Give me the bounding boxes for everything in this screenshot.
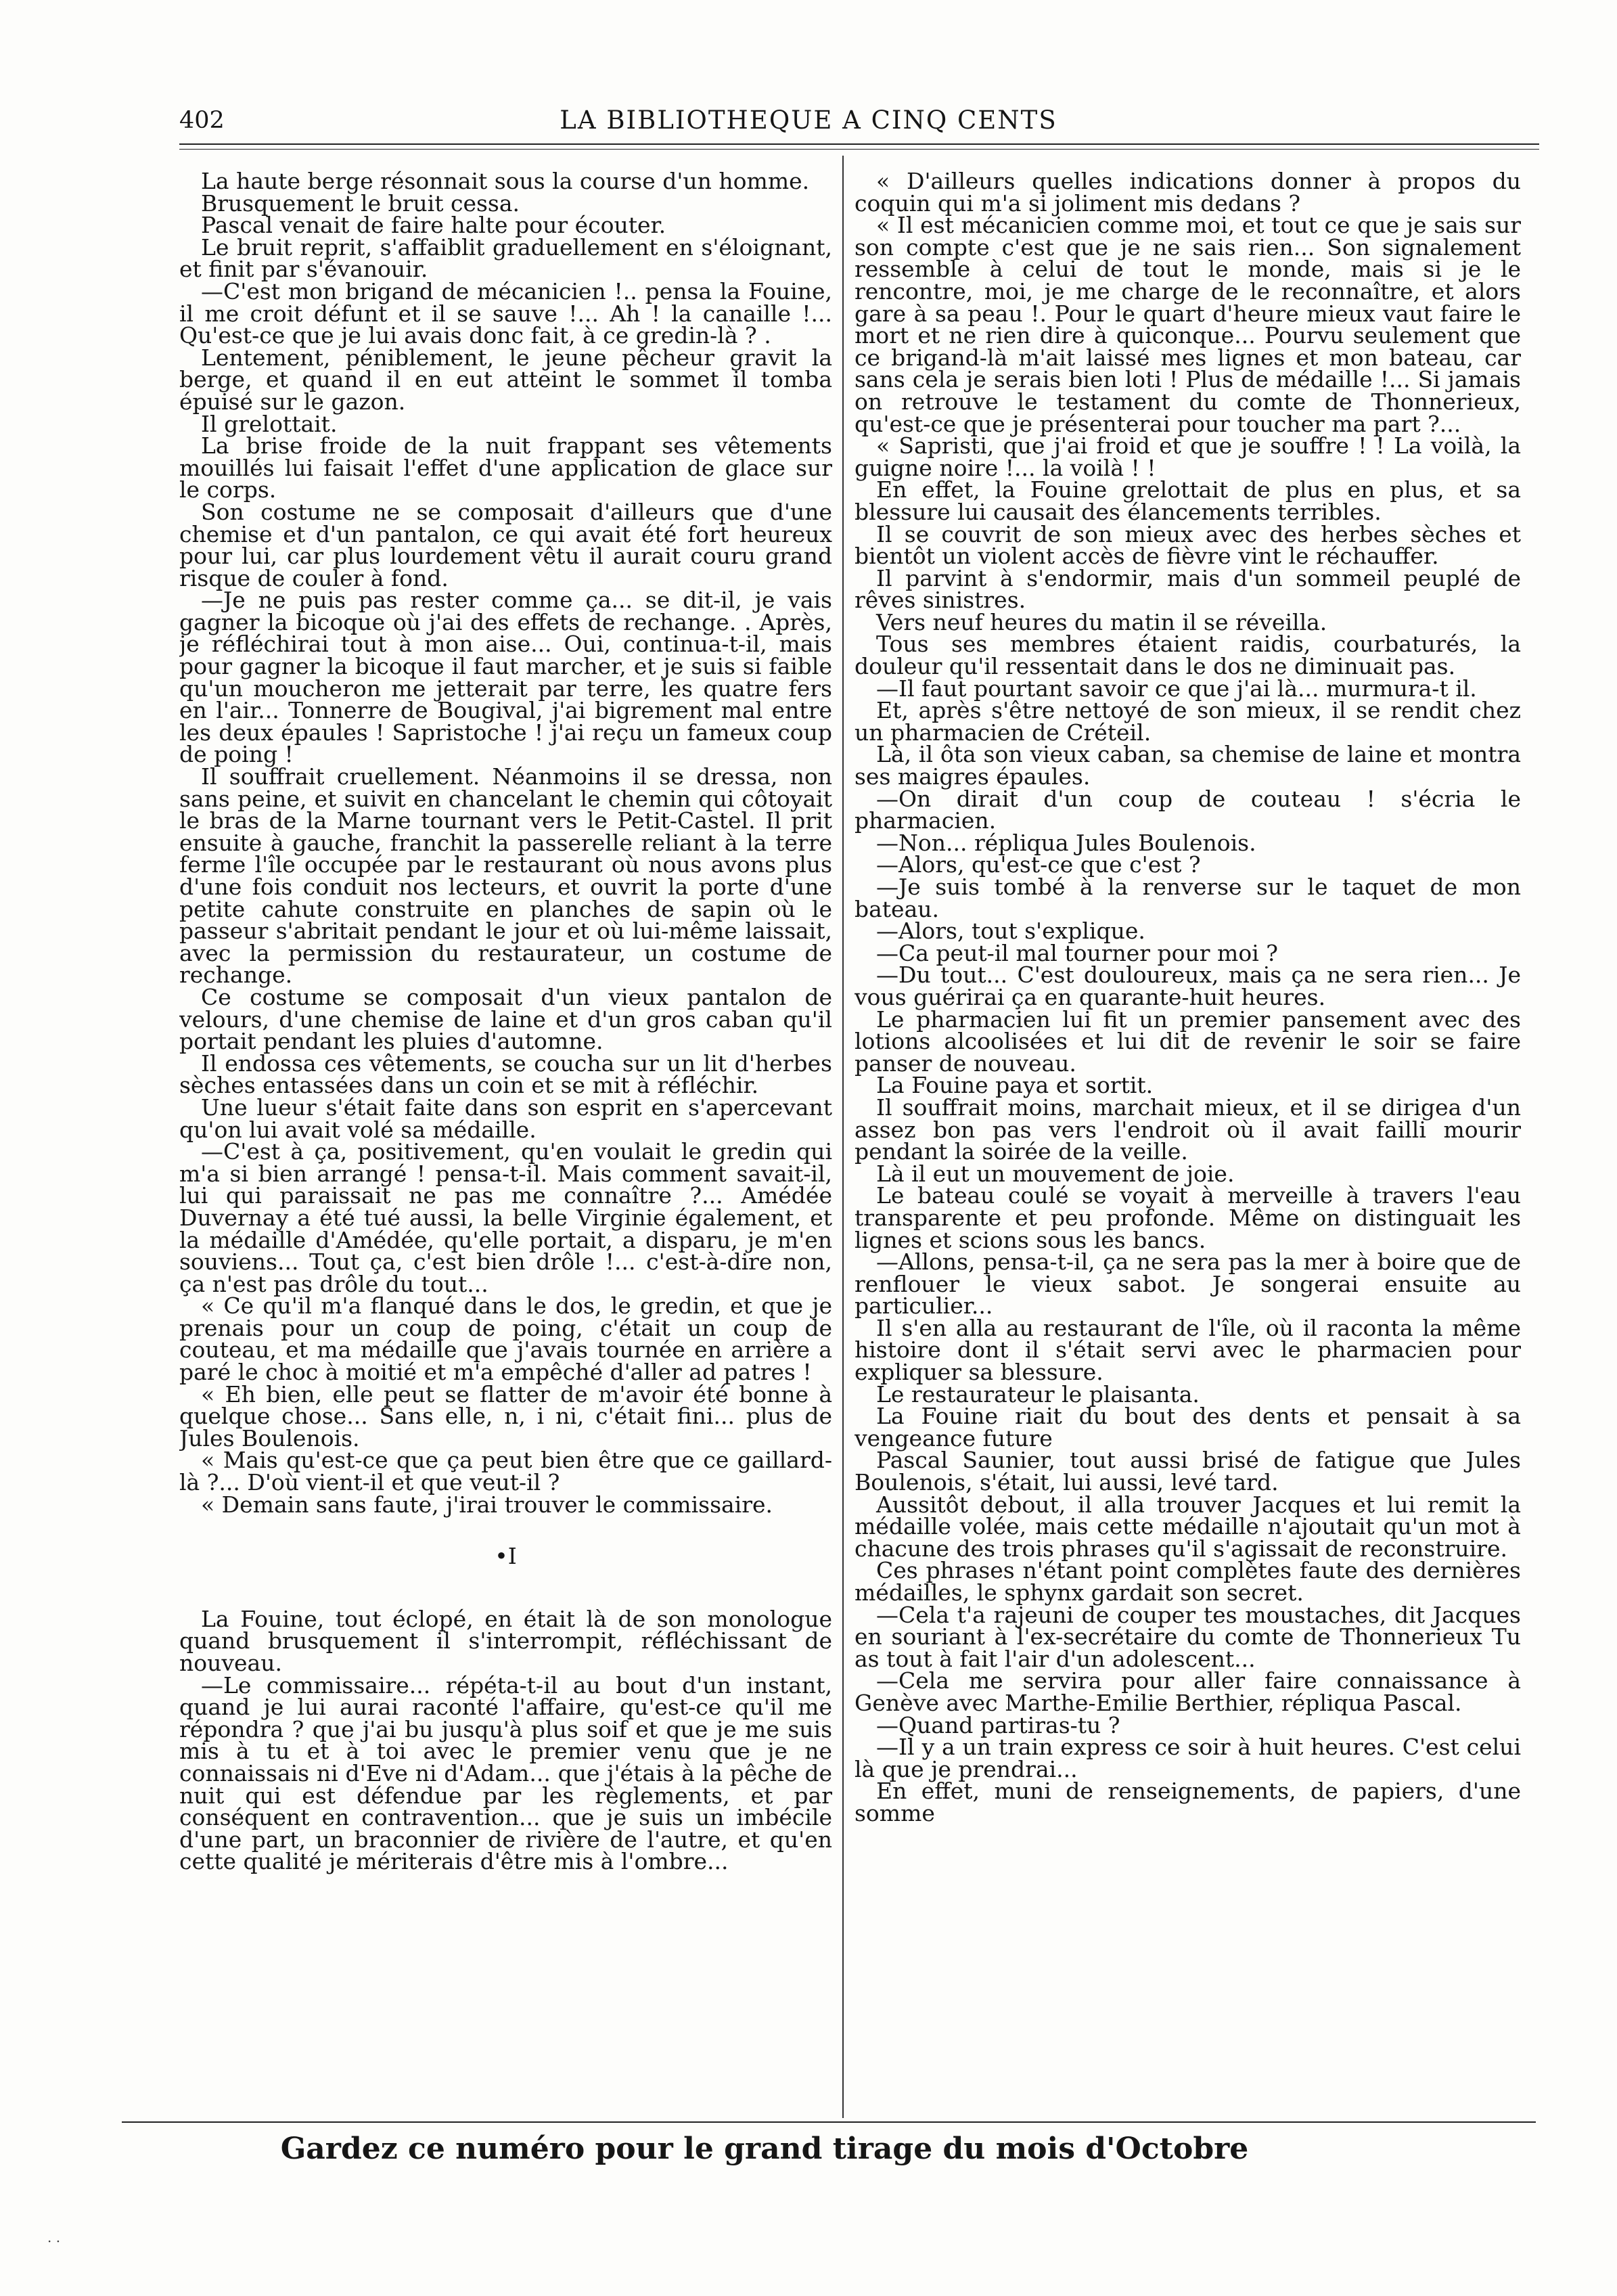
paragraph: —Ca peut-il mal tourner pour moi ?	[876, 939, 1278, 966]
paragraph: « D'ailleurs quelles indications donner à propos du coquin qui m'a si joliment mis dedans ?	[855, 171, 1521, 217]
page-header-title: LA BIBLIOTHEQUE A CINQ CENTS	[560, 106, 1057, 135]
footer-notice: Gardez ce numéro pour le grand tirage du mois d'Octobre	[280, 2132, 1249, 2166]
paragraph: —Le commissaire... répéta-t-il au bout d'un instant, quand je lui aurai raconté l'affaire, qu'est-ce qu'il me répondra ? que j'ai bu jusqu'à plus soif et que je me suis mis à tu et à toi avec le premier venu que je ne connaissais ni d'Eve ni d'Adam... que j'étais à la pêche de nuit qui est défendue par les règlements, et par conséquent en contravention... que je suis un imbécile d'une part, un braconnier de rivière de l'autre, et qu'en cette qualité je mériterais d'être mis à l'ombre...	[179, 1671, 832, 1875]
footer-rule	[122, 2121, 1536, 2123]
header-rule	[179, 143, 1539, 145]
paragraph: Son costume ne se composait d'ailleurs que d'une chemise et d'un pantalon, ce qui avait été fort heureux pour lui, car plus lourdement vêtu il aurait couru grand risque de couler à fond.	[179, 498, 832, 591]
paragraph: —Il y a un train express ce soir à huit heures. C'est celui là que je prendrai...	[855, 1734, 1521, 1782]
paragraph: En effet, muni de renseignements, de papiers, d'une somme	[855, 1778, 1521, 1826]
paragraph: Il se couvrit de son mieux avec des herbes sèches et bientôt un violent accès de fièvre vint le réchauffer.	[855, 520, 1521, 570]
paragraph: —Je ne puis pas rester comme ça... se dit-il, je vais gagner la bicoque où j'ai des effets de rechange. . Après, je réfléchirai tout à mon aise... Oui, continua-t-il, mais pour gagner la bicoque il faut marcher, et je suis si faible qu'un moucheron me jetterait par terre, les quatre fers en l'air... Tonnerre de Bougival, j'ai bigrement mal entre les deux épaules ! Sapristoche ! j'ai reçu un fameux coup de poing !	[179, 587, 832, 768]
print-specks: · ·	[47, 2233, 61, 2249]
paragraph: La brise froide de la nuit frappant ses vêtements mouillés lui faisait l'effet d'une application de glace sur le corps.	[179, 432, 832, 503]
paragraph: Ces phrases n'étant point complètes faute des dernières médailles, le sphynx gardait son secret.	[855, 1557, 1521, 1606]
paragraph: Il parvint à s'endormir, mais d'un sommeil peuplé de rêves sinistres.	[855, 564, 1521, 614]
paragraph: Il souffrait moins, marchait mieux, et il se dirigea d'un assez bon pas vers l'endroit où il avait failli mourir pendant la soirée de la veille.	[855, 1094, 1521, 1165]
paragraph: Il souffrait cruellement. Néanmoins il se dressa, non sans peine, et suivit en chancelant le chemin qui côtoyait le bras de la Marne tournant vers le Petit-Castel. Il prit ensuite à gauche, franchit la passerelle reliant à la terre ferme l'île occupée par le restaurant où nous avons plus d'une fois conduit nos lecteurs, et ouvrit la porte d'une petite cahute construite en planches de sapin où le passeur s'abritait pendant le jour et où lui-même laissait, avec la permission du restaurateur, un costume de rechange.	[179, 763, 832, 989]
paragraph: Le restaurateur le plaisanta.	[876, 1380, 1200, 1408]
paragraph: Le pharmacien lui fit un premier pansement avec des lotions alcoolisées et lui dit de revenir le soir se faire panser de nouveau.	[855, 1006, 1521, 1077]
paragraph: En effet, la Fouine grelottait de plus en plus, et sa blessure lui causait des élancements terribles.	[855, 476, 1521, 525]
paragraph: —Cela t'a rajeuni de couper tes moustaches, dit Jacques en souriant à l'ex-secrétaire du comte de Thonnerieux Tu as tout à fait l'air d'un adolescent...	[855, 1601, 1521, 1672]
paragraph: —Alors, tout s'explique.	[876, 918, 1145, 945]
paragraph: « Demain sans faute, j'irai trouver le commissaire.	[201, 1491, 773, 1518]
paragraph: « Ce qu'il m'a flanqué dans le dos, le gredin, et que je prenais pour un coup de poing, c'était un coup de couteau, et ma médaille que j'avais tournée en arrière a paré le choc à moitié et m'a empêché d'aller ad patres !	[179, 1292, 832, 1386]
paragraph: —Je suis tombé à la renverse sur le taquet de mon bateau.	[855, 874, 1521, 922]
paragraph: —Cela me servira pour aller faire connaissance à Genève avec Marthe-Emilie Berthier, répliqua Pascal.	[855, 1667, 1521, 1716]
paragraph: —Alors, qu'est-ce que c'est ?	[876, 851, 1201, 878]
paragraph: « Il est mécanicien comme moi, et tout ce que je sais sur son compte c'est que je ne sais rien... Son signalement ressemble à celui de tout le monde, mais si je le rencontre, moi, je me charge de le reconnaître, et alors gare à sa peau !. Pour le quart d'heure mieux vaut faire le mort et ne rien dire à quiconque... Pourvu seulement que ce brigand-là m'ait laissé mes lignes et mon bateau, car sans cela je serais bien loti ! Plus de médaille !... Si jamais on retrouve le testament du comte de Thonnerieux, qu'est-ce que je présenterai pour toucher ma part ?...	[855, 212, 1521, 437]
paragraph: —Il faut pourtant savoir ce que j'ai là... murmura-t il.	[876, 675, 1477, 702]
paragraph: Aussitôt debout, il alla trouver Jacques et lui remit la médaille volée, mais cette médaille n'ajoutait qu'un mot à chacune des trois phrases qu'il s'agissait de reconstruire.	[855, 1491, 1521, 1562]
right-column	[855, 171, 1521, 2113]
paragraph: —Allons, pensa-t-il, ça ne sera pas la mer à boire que de renflouer le vieux sabot. Je songerai ensuite au particulier...	[855, 1248, 1521, 1320]
header-rule-thin	[179, 149, 1539, 150]
left-column	[179, 171, 832, 2113]
paragraph: Il grelottait.	[201, 410, 338, 437]
paragraph: —Du tout... C'est douloureux, mais ça ne sera rien... Je vous guérirai ça en quarante-huit heures.	[855, 962, 1521, 1010]
paragraph: « Sapristi, que j'ai froid et que je souffre ! ! La voilà, la guigne noire !... la voilà ! !	[855, 432, 1521, 481]
paragraph: La Fouine paya et sortit.	[876, 1072, 1154, 1099]
section-separator: •I	[495, 1543, 517, 1570]
paragraph: La Fouine, tout éclopé, en était là de son monologue quand brusquement il s'interrompit, réfléchissant de nouveau.	[179, 1605, 832, 1676]
paragraph: Là, il ôta son vieux caban, sa chemise de laine et montra ses maigres épaules.	[855, 741, 1521, 790]
paragraph: Une lueur s'était faite dans son esprit en s'apercevant qu'on lui avait volé sa médaille.	[179, 1094, 832, 1143]
paragraph: —Non... répliqua Jules Boulenois.	[876, 829, 1256, 856]
paragraph: Il s'en alla au restaurant de l'île, où il raconta la même histoire dont il s'était servi avec le pharmacien pour expliquer sa blessure.	[855, 1314, 1521, 1386]
paragraph: Le bateau coulé se voyait à merveille à travers l'eau transparente et peu profonde. Même on distinguait les lignes et scions sous les bancs.	[855, 1182, 1521, 1253]
paragraph: —C'est mon brigand de mécanicien !.. pensa la Fouine, il me croit défunt et il se sauve !... Ah ! la canaille !... Qu'est-ce que je lui avais donc fait, à ce gredin-là ? .	[179, 277, 832, 349]
paragraph: Là il eut un mouvement de joie.	[876, 1160, 1235, 1187]
paragraph: Et, après s'être nettoyé de son mieux, il se rendit chez un pharmacien de Créteil.	[855, 697, 1521, 746]
paragraph: Il endossa ces vêtements, se coucha sur un lit d'herbes sèches entassées dans un coin et se mit à réfléchir.	[179, 1050, 832, 1099]
paragraph: Pascal venait de faire halte pour écouter.	[201, 212, 666, 239]
paragraph: Le bruit reprit, s'affaiblit graduellement en s'éloignant, et finit par s'évanouir.	[179, 233, 832, 283]
paragraph: Pascal Saunier, tout aussi brisé de fatigue que Jules Boulenois, s'était, lui aussi, levé tard.	[855, 1447, 1521, 1496]
paragraph: —On dirait d'un coup de couteau ! s'écria le pharmacien.	[855, 785, 1521, 834]
paragraph: « Mais qu'est-ce que ça peut bien être que ce gaillard-là ?... D'où vient-il et que veut-il ?	[179, 1447, 832, 1496]
column-divider	[842, 156, 844, 2118]
paragraph: Vers neuf heures du matin il se réveilla.	[876, 608, 1327, 635]
paragraph: Lentement, péniblement, le jeune pêcheur gravit la berge, et quand il en eut atteint le sommet il tomba épuisé sur le gazon.	[179, 344, 832, 415]
paragraph: —C'est à ça, positivement, qu'en voulait le gredin qui m'a si bien arrangé ! pensa-t-il. Mais comment savait-il, lui qui paraissait ne pas me connaître ?... Amédée Duvernay a été tué aussi, la belle Virginie également, et la médaille d'Amédée, qu'elle portait, a disparu, je m'en souviens... Tout ça, c'est bien drôle !... c'est-à-dire non, ça n'est pas drôle du tout...	[179, 1138, 832, 1297]
paragraph: —Quand partiras-tu ?	[876, 1711, 1120, 1738]
paragraph: Ce costume se composait d'un vieux pantalon de velours, d'une chemise de laine et d'un gros caban qu'il portait pendant les pluies d'automne.	[179, 983, 832, 1055]
paragraph: La haute berge résonnait sous la course d'un homme.	[201, 171, 810, 194]
paragraph: Tous ses membres étaient raidis, courbaturés, la douleur qu'il ressentait dans le dos ne diminuait pas.	[855, 631, 1521, 680]
paragraph: Brusquement le bruit cessa.	[201, 189, 520, 217]
paragraph: La Fouine riait du bout des dents et pensait à sa vengeance future	[855, 1403, 1521, 1451]
page-number: 402	[179, 107, 225, 134]
paragraph: « Eh bien, elle peut se flatter de m'avoir été bonne à quelque chose... Sans elle, n, i ni, c'était fini... plus de Jules Boulenois.	[179, 1380, 832, 1451]
